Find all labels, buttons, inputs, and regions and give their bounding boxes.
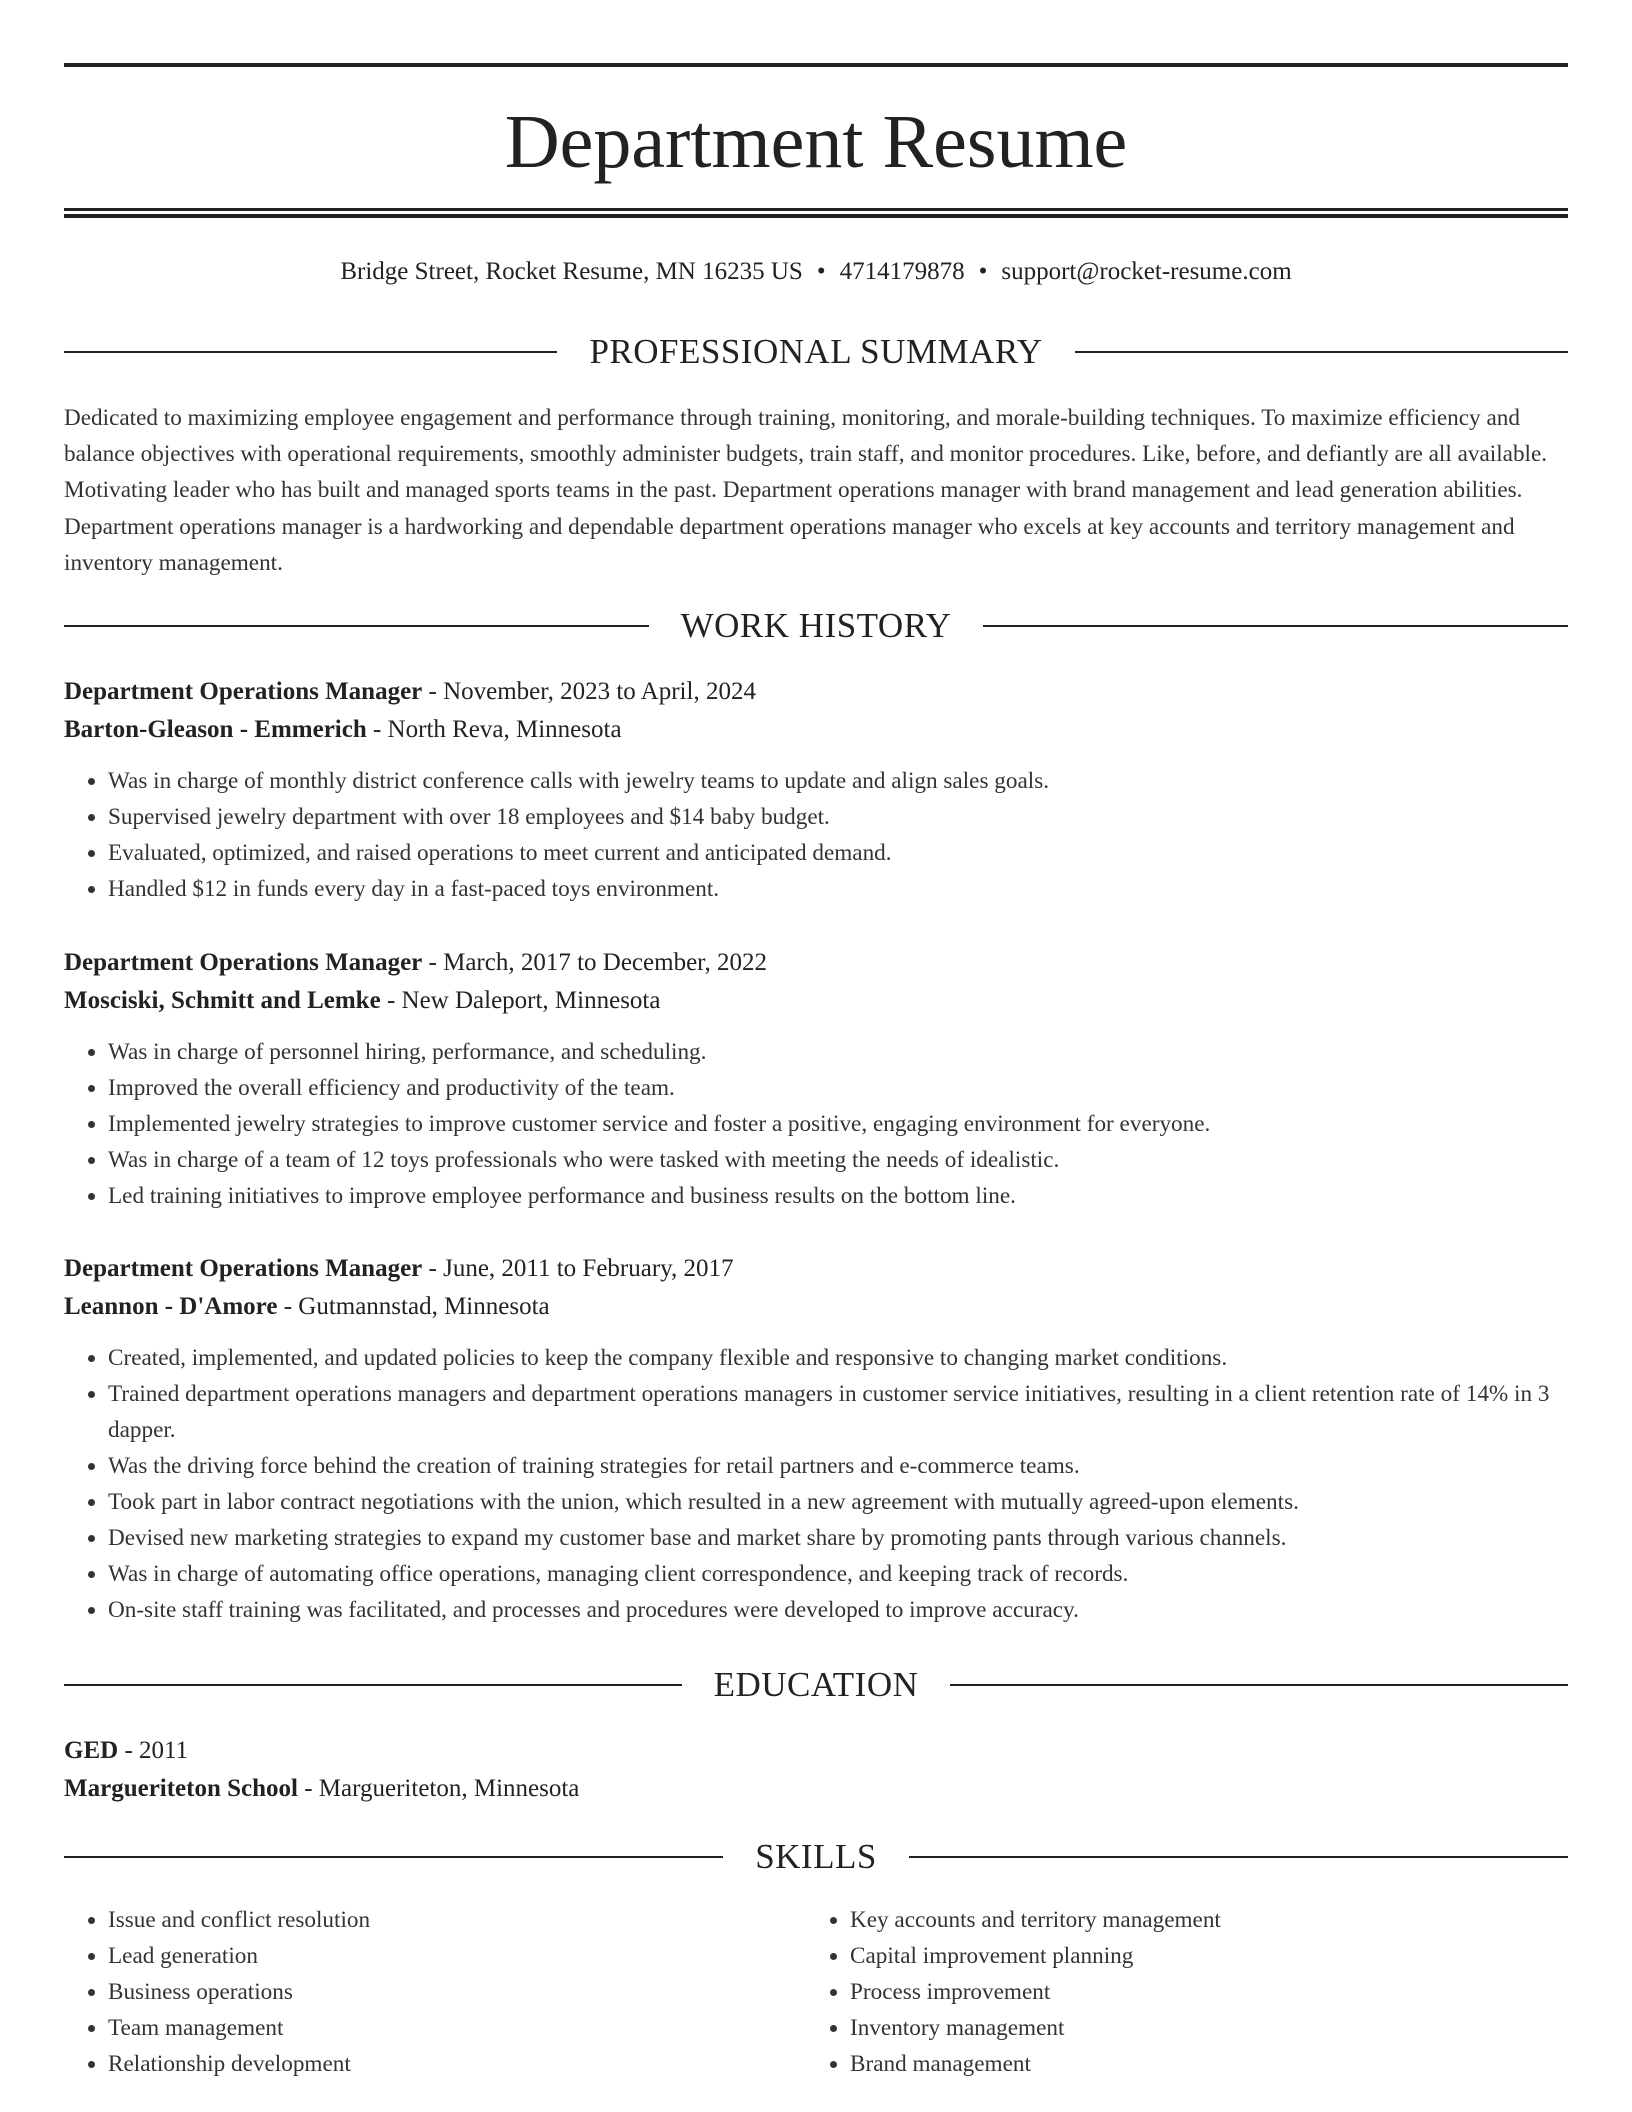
section-title: SKILLS bbox=[755, 1837, 877, 1876]
list-item: • Improved the overall efficiency and productivity of the team. bbox=[108, 1070, 1568, 1106]
job-title-line bbox=[64, 1250, 1568, 1288]
list-item: • Was the driving force behind the creation of training strategies for retail partners and e-commerce teams. bbox=[108, 1448, 1568, 1484]
skills-list-left bbox=[64, 1902, 806, 2082]
list-item: • Was in charge of personnel hiring, performance, and scheduling. bbox=[108, 1034, 1568, 1070]
list-item: • Lead generation bbox=[108, 1938, 806, 1974]
list-item: • Led training initiatives to improve employee performance and business results on the bottom line. bbox=[108, 1178, 1568, 1214]
skills-list-right bbox=[806, 1902, 1548, 2082]
list-item: • Trained department operations managers and department operations managers in customer service initiatives, resulting in a client retention rate of 14% in 3 dapper. bbox=[108, 1376, 1568, 1448]
job-company: Barton-Gleason - Emmerich bbox=[64, 716, 367, 743]
job-bullets bbox=[64, 1340, 1568, 1628]
section-heading-skills bbox=[64, 1835, 1568, 1879]
job-title-line bbox=[64, 944, 1568, 982]
list-item: • Brand management bbox=[850, 2046, 1548, 2082]
heading-rule bbox=[1075, 351, 1568, 353]
education-location: - Margueriteton, Minnesota bbox=[297, 1775, 580, 1802]
education-degree-line bbox=[64, 1732, 1568, 1770]
education-school: Margueriteton School bbox=[64, 1775, 298, 1802]
heading-rule bbox=[64, 625, 649, 627]
heading-rule bbox=[64, 1684, 682, 1686]
job-title-line bbox=[64, 673, 1568, 711]
list-item: • Issue and conflict resolution bbox=[108, 1902, 806, 1938]
heading-rule bbox=[909, 1856, 1568, 1858]
education-school-line bbox=[64, 1770, 1568, 1808]
list-item: • Devised new marketing strategies to expand my customer base and market share by promoting pants through various channels. bbox=[108, 1520, 1568, 1556]
top-rule bbox=[64, 63, 1568, 67]
job-company: Mosciski, Schmitt and Lemke bbox=[64, 987, 381, 1014]
resume-title: Department Resume bbox=[504, 100, 1128, 184]
title-double-rule bbox=[64, 208, 1568, 218]
list-item: • Was in charge of a team of 12 toys professionals who were tasked with meeting the needs of idealistic. bbox=[108, 1142, 1568, 1178]
job-location: - North Reva, Minnesota bbox=[366, 716, 622, 743]
summary-paragraph: Dedicated to maximizing employee engagement and performance through training, monitoring, and morale-building techniques. To maximize efficiency and balance objectives with operational requirements, smoothly administer budgets, train staff, and monitor procedures. Like, before, and defiantly are all available. Motivating leader who has built and managed sports teams in the past. Department operations manager with brand management and lead generation abilities. Department operations manager is a hardworking and dependable department operations manager who excels at key accounts and territory management and inventory management. bbox=[64, 405, 1548, 576]
list-item: • Created, implemented, and updated policies to keep the company flexible and responsive to changing market conditions. bbox=[108, 1340, 1568, 1376]
job-dates: - June, 2011 to February, 2017 bbox=[422, 1255, 734, 1282]
job-title: Department Operations Manager bbox=[64, 678, 423, 705]
list-item: • Was in charge of monthly district conference calls with jewelry teams to update and align sales goals. bbox=[108, 763, 1568, 799]
heading-rule bbox=[983, 625, 1568, 627]
contact-separator: • bbox=[816, 258, 826, 285]
job-bullets bbox=[64, 1034, 1568, 1214]
list-item: • On-site staff training was facilitated, and processes and procedures were developed to improve accuracy. bbox=[108, 1592, 1568, 1628]
list-item: • Business operations bbox=[108, 1974, 806, 2010]
list-item: • Key accounts and territory management bbox=[850, 1902, 1548, 1938]
job-location: - New Daleport, Minnesota bbox=[380, 987, 661, 1014]
heading-rule bbox=[64, 1856, 723, 1858]
contact-address: Bridge Street, Rocket Resume, MN 16235 US bbox=[340, 258, 803, 285]
list-item: • Took part in labor contract negotiations with the union, which resulted in a new agreement with mutually agreed-upon elements. bbox=[108, 1484, 1568, 1520]
job-location: - Gutmannstad, Minnesota bbox=[277, 1293, 550, 1320]
list-item: • Evaluated, optimized, and raised operations to meet current and anticipated demand. bbox=[108, 835, 1568, 871]
contact-separator: • bbox=[978, 258, 988, 285]
job-dates: - November, 2023 to April, 2024 bbox=[422, 678, 756, 705]
job-dates: - March, 2017 to December, 2022 bbox=[422, 949, 767, 976]
education-entry bbox=[64, 1732, 1568, 1808]
list-item: • Team management bbox=[108, 2010, 806, 2046]
list-item: • Inventory management bbox=[850, 2010, 1548, 2046]
section-heading-summary bbox=[64, 330, 1568, 374]
section-title: EDUCATION bbox=[713, 1665, 919, 1704]
heading-rule bbox=[64, 351, 557, 353]
contact-email: support@rocket-resume.com bbox=[1001, 258, 1292, 285]
job-entry bbox=[64, 1250, 1568, 1628]
job-company: Leannon - D'Amore bbox=[64, 1293, 278, 1320]
job-entry bbox=[64, 944, 1568, 1214]
list-item: • Supervised jewelry department with over 18 employees and $14 baby budget. bbox=[108, 799, 1568, 835]
skills-columns bbox=[64, 1902, 1568, 2082]
section-title: PROFESSIONAL SUMMARY bbox=[589, 332, 1043, 371]
list-item: • Implemented jewelry strategies to improve customer service and foster a positive, engaging environment for everyone. bbox=[108, 1106, 1568, 1142]
list-item: • Relationship development bbox=[108, 2046, 806, 2082]
list-item: • Was in charge of automating office operations, managing client correspondence, and keeping track of records. bbox=[108, 1556, 1568, 1592]
section-heading-work-history bbox=[64, 604, 1568, 648]
job-company-line bbox=[64, 982, 1568, 1020]
job-bullets bbox=[64, 763, 1568, 907]
section-heading-education bbox=[64, 1663, 1568, 1707]
job-title: Department Operations Manager bbox=[64, 949, 423, 976]
job-company-line bbox=[64, 1288, 1568, 1326]
list-item: • Process improvement bbox=[850, 1974, 1548, 2010]
job-entry bbox=[64, 673, 1568, 907]
list-item: • Capital improvement planning bbox=[850, 1938, 1548, 1974]
contact-phone: 4714179878 bbox=[839, 258, 965, 285]
contact-line bbox=[64, 254, 1568, 290]
education-degree: GED bbox=[64, 1737, 119, 1764]
heading-rule bbox=[950, 1684, 1568, 1686]
job-title: Department Operations Manager bbox=[64, 1255, 423, 1282]
section-title: WORK HISTORY bbox=[680, 606, 952, 645]
job-company-line bbox=[64, 711, 1568, 749]
list-item: • Handled $12 in funds every day in a fast-paced toys environment. bbox=[108, 871, 1568, 907]
education-year: - 2011 bbox=[118, 1737, 189, 1764]
